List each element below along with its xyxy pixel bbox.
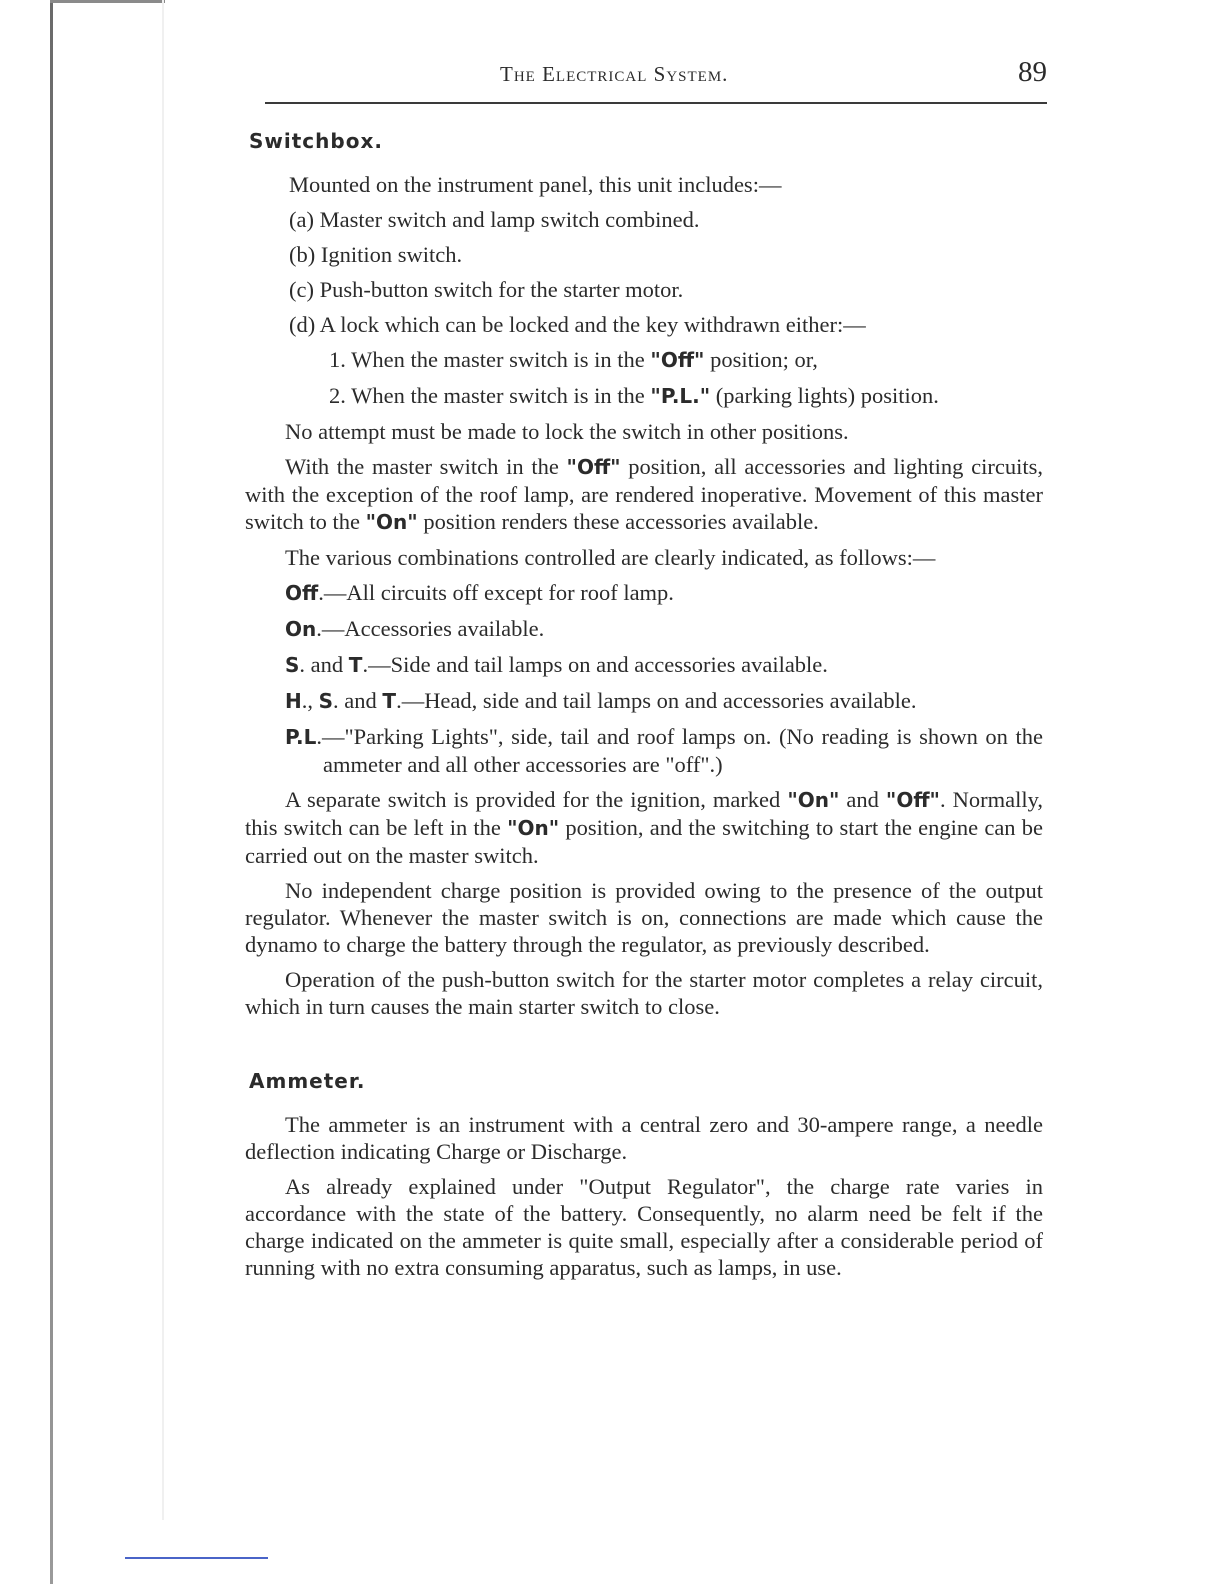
definition-text: .—Head, side and tail lamps on and accessories available. [396, 688, 917, 713]
definition-term: S [285, 653, 300, 677]
definition-term: T [382, 689, 397, 713]
sub-item-2 [329, 382, 1043, 410]
switch-position-label: "On" [365, 510, 418, 534]
page-number: 89 [1018, 56, 1047, 88]
text-run: . Normally, this switch can be left in the [245, 787, 1043, 840]
section-gap [245, 1028, 1043, 1068]
sub-item-number: 2. [329, 383, 346, 408]
definition-term: Off [285, 581, 319, 605]
definition-text: .—"Parking Lights", side, tail and roof lamps on. (No reading is shown on the ammeter and all other accessories are "off".) [316, 724, 1043, 777]
paragraph-charge: No independent charge position is provided owing to the presence of the output regulator. Whenever the master switch is on, connections are made which cause the dynamo to charge the battery through the regulator, as previously described. [245, 878, 1043, 957]
definition-term: On [285, 617, 317, 641]
list-item-a [289, 206, 1043, 233]
definition-h-s-and-t [285, 687, 1043, 715]
text-run: With the master switch in the [285, 454, 567, 479]
list-label: (d) [289, 312, 316, 337]
text-run: A separate switch is provided for the ignition, marked [285, 787, 788, 812]
page-header [265, 56, 1047, 104]
scan-edge-left [50, 0, 53, 1584]
definition-on [285, 615, 1043, 643]
paragraph-no-attempt: No attempt must be made to lock the switch in other positions. [285, 419, 849, 444]
switch-position-label: "Off" [885, 788, 940, 812]
paragraph-ammeter-charge: As already explained under "Output Regulator", the charge rate varies in accordance with the state of the battery. Consequently, no alarm need be felt if the charge indicated on the ammeter is quite small, especially after a considerable period of running with no extra consuming apparatus, such as lamps, in use. [245, 1174, 1043, 1280]
sub-item-text: When the master switch is in the [351, 347, 651, 372]
paragraph-master-switch [245, 453, 1043, 536]
switch-position-label: "P.L." [650, 384, 711, 408]
definition-text: .—Accessories available. [316, 616, 545, 641]
text-run: position, all accessories and lighting circuits, with the exception of the roof lamp, are rendered inoperative. Movement of this master switch to the [245, 454, 1043, 534]
definition-off [285, 579, 1043, 607]
switch-position-label: "On" [787, 788, 840, 812]
scan-blue-line [125, 1557, 268, 1559]
section-heading-ammeter: Ammeter. [249, 1069, 366, 1093]
definition-term: T [348, 653, 363, 677]
definition-term: P.L [285, 725, 317, 749]
list-text: Push-button switch for the starter motor. [319, 277, 684, 302]
definition-joiner: . and [299, 652, 349, 677]
scan-crease [162, 0, 164, 1520]
definition-pl [285, 723, 1043, 778]
paragraph-combinations: The various combinations controlled are clearly indicated, as follows:— [285, 545, 936, 570]
section-heading-switchbox: Switchbox. [249, 129, 383, 153]
sub-item-text: position; or, [704, 347, 818, 372]
paragraph-ignition [245, 786, 1043, 869]
switch-position-label: "Off" [650, 348, 705, 372]
list-label: (a) [289, 207, 314, 232]
text-run: position renders these accessories available. [417, 509, 819, 534]
list-text: Master switch and lamp switch combined. [319, 207, 700, 232]
text-run: and [839, 787, 886, 812]
list-label: (b) [289, 242, 316, 267]
switch-position-label: "Off" [566, 455, 621, 479]
list-item-d [289, 311, 1043, 338]
definition-joiner: . and [333, 688, 383, 713]
definition-term: H [285, 689, 302, 713]
list-text: A lock which can be locked and the key withdrawn either:— [319, 312, 866, 337]
sub-item-1 [329, 346, 1043, 374]
definition-text: .—All circuits off except for roof lamp. [318, 580, 674, 605]
sub-item-number: 1. [329, 347, 346, 372]
list-item-b [289, 241, 1043, 268]
sub-item-text: When the master switch is in the [351, 383, 651, 408]
definition-s-and-t [285, 651, 1043, 679]
definition-joiner: ., [301, 688, 319, 713]
text-run: position, and the switching to start the engine can be carried out on the master switch. [245, 815, 1043, 868]
scan-edge-top [50, 0, 165, 3]
list-label: (c) [289, 277, 314, 302]
running-title: The Electrical System. [500, 62, 729, 86]
switch-position-label: "On" [507, 816, 560, 840]
list-text: Ignition switch. [320, 242, 463, 267]
definition-term: S [318, 689, 334, 713]
paragraph-intro: Mounted on the instrument panel, this unit includes:— [289, 172, 782, 197]
paragraph-push-button: Operation of the push-button switch for the starter motor completes a relay circuit, which in turn causes the main starter switch to close. [245, 967, 1043, 1019]
paragraph-ammeter-range: The ammeter is an instrument with a central zero and 30-ampere range, a needle deflection indicating Charge or Discharge. [245, 1112, 1043, 1164]
sub-item-text: (parking lights) position. [710, 383, 939, 408]
definition-text: .—Side and tail lamps on and accessories available. [362, 652, 828, 677]
list-item-c [289, 276, 1043, 303]
page-body [245, 128, 1043, 1289]
